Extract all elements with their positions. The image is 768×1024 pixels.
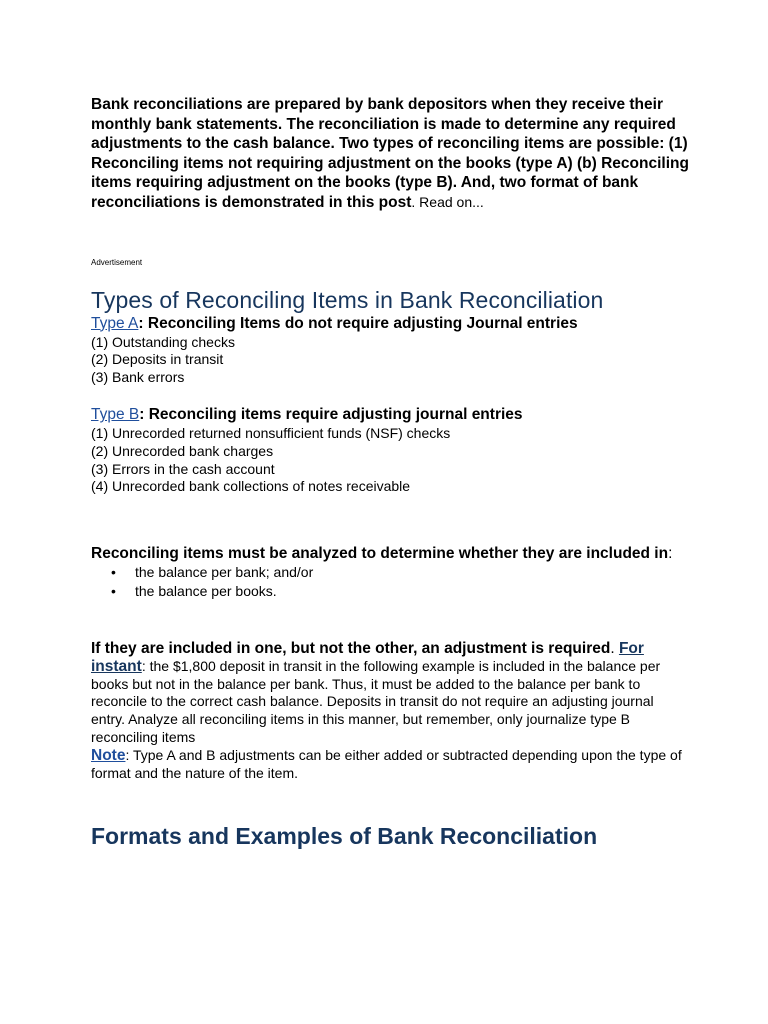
- adjustment-lead: If they are included in one, but not the other, an adjustment is required: [91, 639, 611, 657]
- intro-text: Bank reconciliations are prepared by bank depositors when they receive their monthly bank statements. The reconciliation is made to determine any required adjustments to the cash balance. Two types of reconciling items are possible: (1) Reconciling items not requiring adjustment on the books (type A) (b) Reconciling items requiring adjustment on the books (type B). And, two format of bank reconciliations is demonstrated in this post: [91, 96, 689, 211]
- read-on-link[interactable]: . Read on...: [411, 193, 484, 210]
- list-item: (1) Unrecorded returned nonsufficient funds (NSF) checks: [91, 425, 451, 442]
- types-section-title: Types of Reconciling Items in Bank Reconciliation: [91, 286, 604, 313]
- for-instant-text: For instant: [91, 639, 644, 675]
- list-item: (2) Deposits in transit: [91, 351, 224, 368]
- adjustment-paragraph: [91, 640, 691, 783]
- list-item: (3) Bank errors: [91, 368, 185, 385]
- analysis-heading-text: Reconciling items must be analyzed to determine whether they are included in: [91, 544, 669, 562]
- adjustment-lead-suffix: .: [610, 639, 619, 657]
- bullet-item: • the balance per books.: [111, 582, 691, 602]
- intro-paragraph: [91, 95, 691, 213]
- bullet-item: • the balance per bank; and/or: [111, 563, 691, 583]
- list-item: (1) Outstanding checks: [91, 333, 235, 350]
- type-b-heading: [91, 405, 691, 425]
- article-body: [91, 95, 691, 850]
- analysis-heading: [91, 544, 691, 563]
- type-a-list: [91, 334, 691, 387]
- formats-section-title: Formats and Examples of Bank Reconciliation: [91, 822, 598, 849]
- advertisement-label: Advertisement: [91, 257, 143, 267]
- note-link[interactable]: Note: [91, 747, 126, 765]
- type-a-heading: [91, 314, 691, 334]
- list-item: (2) Unrecorded bank charges: [91, 442, 274, 459]
- analysis-heading-suffix: :: [668, 544, 673, 562]
- type-a-link[interactable]: Type A: [91, 314, 139, 332]
- type-b-heading-text: : Reconciling items require adjusting journal entries: [139, 406, 523, 424]
- list-item: (3) Errors in the cash account: [91, 460, 275, 477]
- type-b-link[interactable]: Type B: [91, 406, 140, 424]
- note-body: : Type A and B adjustments can be either added or subtracted depending upon the type of format and the nature of the item.: [91, 747, 682, 782]
- adjustment-body: : the $1,800 deposit in transit in the following example is included in the balance per books but not in the balance per bank. Thus, it must be added to the balance per bank to reconcile to the correct cash balance. Deposits in transit do not require an adjusting journal entry. Analyze all reconciling items in this manner, but remember, only journalize type B reconciling items: [91, 657, 661, 746]
- list-item: (4) Unrecorded bank collections of notes receivable: [91, 478, 411, 495]
- type-b-list: [91, 425, 691, 495]
- analysis-bullets: [91, 563, 691, 602]
- type-a-heading-text: : Reconciling Items do not require adjusting Journal entries: [138, 314, 578, 332]
